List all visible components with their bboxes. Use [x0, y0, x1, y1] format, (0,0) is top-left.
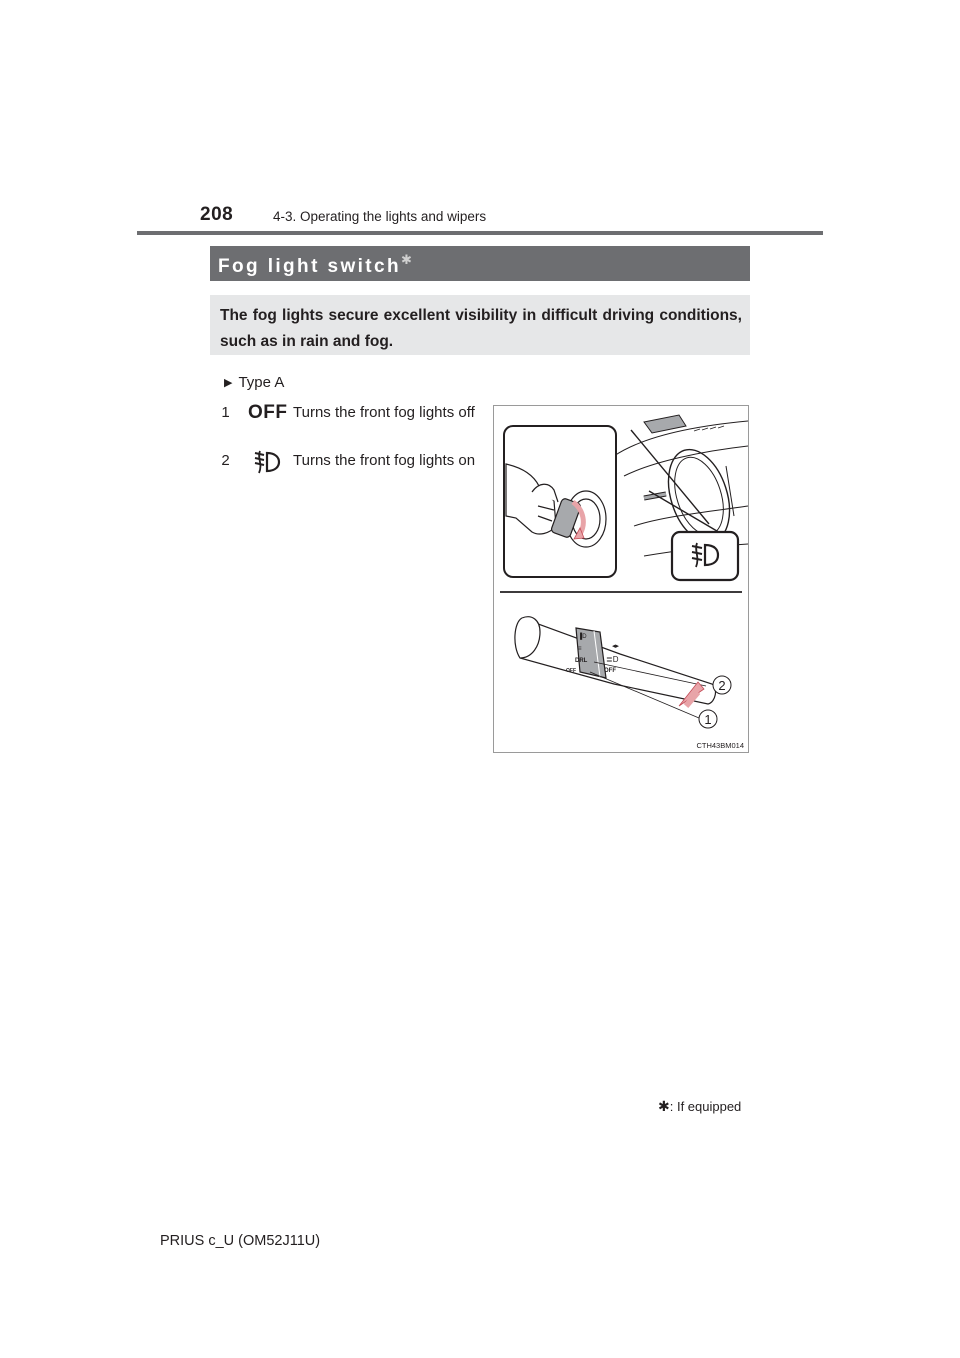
page-number: 208 [200, 204, 234, 225]
type-label: Type A [238, 374, 285, 391]
item-2-number: 2 [221, 452, 230, 469]
intro-box [210, 295, 750, 355]
footer-model: PRIUS c_U (OM52J11U) [160, 1233, 321, 1249]
lever-off-label-1: OFF [566, 668, 576, 674]
type-heading [224, 374, 284, 391]
section-title: 4-3. Operating the lights and wipers [273, 209, 487, 224]
lever-off-label-2: OFF [604, 668, 616, 674]
drl-label: DRL [575, 658, 588, 664]
fog-switch-illustration [494, 406, 748, 752]
item-1-description: Turns the front fog lights off [293, 404, 475, 421]
front-fog-light-icon [252, 450, 282, 479]
footnote-marker: ✱ [658, 1098, 670, 1114]
figure-illustration [493, 405, 749, 753]
header-rule [137, 231, 823, 235]
svg-text:◂▸: ◂▸ [612, 643, 620, 650]
callout-2: 2 [718, 678, 726, 693]
item-1-number: 1 [221, 404, 230, 421]
intro-text: The fog lights secure excellent visibility in difficult driving conditions, such as in rain and fog. [220, 307, 742, 350]
item-2-description: Turns the front fog lights on [293, 452, 476, 469]
footnote-text: : If equipped [669, 1099, 742, 1114]
page-title-text: Fog light switch [218, 256, 401, 277]
page-title [218, 252, 412, 278]
figure-code: CTH43BM014 [696, 741, 744, 750]
callout-1: 1 [704, 712, 712, 727]
footnote [658, 1098, 741, 1115]
svg-text:▐D: ▐D [578, 634, 587, 640]
svg-text:≡: ≡ [578, 646, 582, 652]
svg-text:≣D: ≣D [606, 655, 619, 664]
if-equipped-marker: ✱ [401, 252, 412, 267]
title-bar [210, 246, 750, 281]
off-symbol: OFF [248, 402, 288, 423]
triangle-right-icon: ▶ [224, 377, 233, 389]
